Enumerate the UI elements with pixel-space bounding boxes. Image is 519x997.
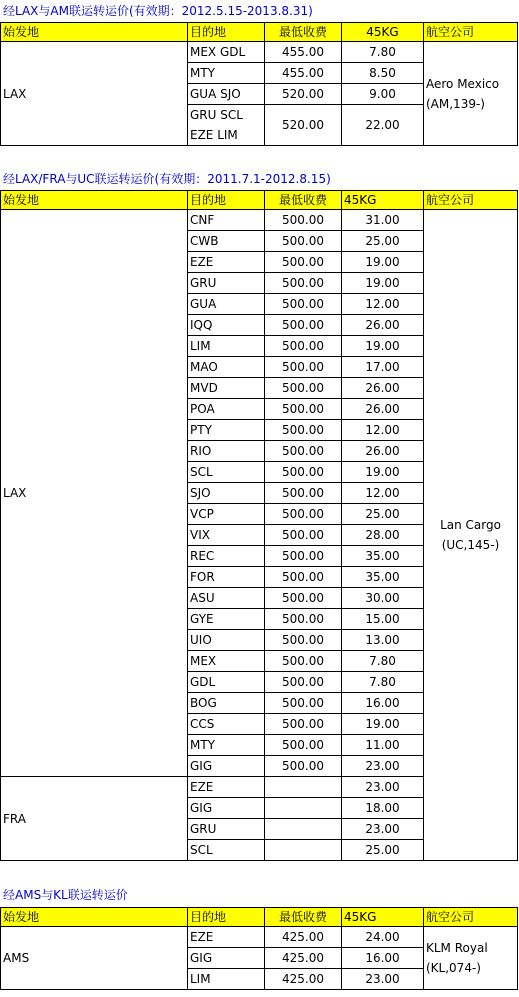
- min-charge-cell: 500.00: [265, 210, 342, 231]
- min-charge-cell: 500.00: [265, 735, 342, 756]
- rate-cell: 18.00: [342, 798, 424, 819]
- min-charge-cell: 500.00: [265, 231, 342, 252]
- dest-cell: GRU: [188, 819, 265, 840]
- rate-cell: 19.00: [342, 462, 424, 483]
- dest-cell: LIM: [188, 969, 265, 990]
- dest-cell: LIM: [188, 336, 265, 357]
- dest-cell: GUA: [188, 294, 265, 315]
- dest-cell: REC: [188, 546, 265, 567]
- rate-cell: 19.00: [342, 336, 424, 357]
- dest-cell: CNF: [188, 210, 265, 231]
- dest-cell: PTY: [188, 420, 265, 441]
- header-45kg: 45KG: [342, 23, 424, 42]
- rate-cell: 35.00: [342, 546, 424, 567]
- dest-cell: RIO: [188, 441, 265, 462]
- min-charge-cell: 500.00: [265, 378, 342, 399]
- rate-cell: 12.00: [342, 483, 424, 504]
- min-charge-cell: 500.00: [265, 693, 342, 714]
- header-destination: 目的地: [188, 23, 265, 42]
- origin-cell: LAX: [1, 42, 188, 146]
- dest-cell: ASU: [188, 588, 265, 609]
- rate-cell: 11.00: [342, 735, 424, 756]
- dest-cell: GRU: [188, 273, 265, 294]
- rate-cell: 26.00: [342, 315, 424, 336]
- header-airline: 航空公司: [424, 191, 518, 210]
- airline-cell: [424, 927, 518, 990]
- airline-code: (UC,145-): [441, 538, 500, 552]
- min-charge-cell: 500.00: [265, 567, 342, 588]
- dest-cell: MEX: [188, 651, 265, 672]
- dest-cell: GYE: [188, 609, 265, 630]
- dest-cell: GIG: [188, 948, 265, 969]
- dest-cell: GIG: [188, 798, 265, 819]
- dest-cell: VIX: [188, 525, 265, 546]
- header-min-charge: 最低收费: [265, 191, 342, 210]
- rate-cell: 19.00: [342, 714, 424, 735]
- min-charge-cell: [265, 798, 342, 819]
- airline-name: KLM Royal: [426, 941, 488, 955]
- dest-cell: MTY: [188, 735, 265, 756]
- min-charge-cell: 500.00: [265, 651, 342, 672]
- rate-cell: 31.00: [342, 210, 424, 231]
- rate-cell: 23.00: [342, 756, 424, 777]
- min-charge-cell: 455.00: [265, 42, 342, 63]
- min-charge-cell: [265, 819, 342, 840]
- dest-cell: GDL: [188, 672, 265, 693]
- header-airline: 航空公司: [424, 908, 518, 927]
- min-charge-cell: 500.00: [265, 588, 342, 609]
- table-row: [1, 927, 518, 948]
- rate-cell: 7.80: [342, 651, 424, 672]
- table-row: [1, 210, 518, 231]
- min-charge-cell: 500.00: [265, 609, 342, 630]
- min-charge-cell: 500.00: [265, 756, 342, 777]
- header-destination: 目的地: [188, 191, 265, 210]
- dest-cell: MTY: [188, 63, 265, 84]
- rate-cell: 7.80: [342, 672, 424, 693]
- min-charge-cell: [265, 840, 342, 861]
- dest-cell: [188, 105, 265, 146]
- section3-rate-table: [0, 907, 518, 990]
- min-charge-cell: 500.00: [265, 441, 342, 462]
- dest-cell: SJO: [188, 483, 265, 504]
- rate-cell: 19.00: [342, 252, 424, 273]
- dest-cell: UIO: [188, 630, 265, 651]
- rate-cell: 26.00: [342, 441, 424, 462]
- section1-rate-table: [0, 22, 518, 146]
- dest-cell: CWB: [188, 231, 265, 252]
- min-charge-cell: 500.00: [265, 357, 342, 378]
- min-charge-cell: 500.00: [265, 504, 342, 525]
- header-45kg: 45KG: [342, 191, 424, 210]
- airline-cell: [424, 210, 518, 861]
- header-min-charge: 最低收费: [265, 908, 342, 927]
- rate-cell: 12.00: [342, 294, 424, 315]
- rate-cell: 35.00: [342, 567, 424, 588]
- section1-title: 经LAX与AM联运转运价(有效期：2012.5.15-2013.8.31): [3, 4, 313, 18]
- min-charge-cell: 500.00: [265, 672, 342, 693]
- header-destination: 目的地: [188, 908, 265, 927]
- rate-cell: 19.00: [342, 273, 424, 294]
- dest-line: EZE LIM: [190, 128, 238, 142]
- airline-name: Aero Mexico: [426, 76, 500, 91]
- min-charge-cell: 455.00: [265, 63, 342, 84]
- rate-cell: 26.00: [342, 378, 424, 399]
- header-origin: 始发地: [1, 191, 188, 210]
- rate-cell: 28.00: [342, 525, 424, 546]
- min-charge-cell: 425.00: [265, 948, 342, 969]
- rate-cell: 25.00: [342, 504, 424, 525]
- dest-cell: GIG: [188, 756, 265, 777]
- min-charge-cell: 500.00: [265, 420, 342, 441]
- rate-cell: 25.00: [342, 231, 424, 252]
- airline-code: (KL,074-): [426, 961, 481, 975]
- min-charge-cell: 500.00: [265, 336, 342, 357]
- rate-cell: 24.00: [342, 927, 424, 948]
- min-charge-cell: 500.00: [265, 252, 342, 273]
- rate-cell: 23.00: [342, 777, 424, 798]
- rate-cell: 8.50: [342, 63, 424, 84]
- min-charge-cell: 500.00: [265, 399, 342, 420]
- min-charge-cell: 500.00: [265, 294, 342, 315]
- airline-name: Lan Cargo: [440, 518, 501, 532]
- min-charge-cell: 520.00: [265, 84, 342, 105]
- dest-cell: POA: [188, 399, 265, 420]
- table-header-row: [1, 23, 518, 42]
- dest-cell: CCS: [188, 714, 265, 735]
- dest-line: GRU SCL: [190, 108, 243, 122]
- min-charge-cell: 500.00: [265, 273, 342, 294]
- table-row: [1, 42, 518, 63]
- dest-cell: EZE: [188, 252, 265, 273]
- section3-title: 经AMS与KL联运转运价: [3, 888, 128, 902]
- rate-cell: 12.00: [342, 420, 424, 441]
- dest-cell: MAO: [188, 357, 265, 378]
- header-45kg: 45KG: [342, 908, 424, 927]
- min-charge-cell: 425.00: [265, 969, 342, 990]
- header-origin: 始发地: [1, 908, 188, 927]
- dest-cell: GUA SJO: [188, 84, 265, 105]
- dest-cell: BOG: [188, 693, 265, 714]
- origin-cell: FRA: [1, 777, 188, 861]
- section2-title: 经LAX/FRA与UC联运转运价(有效期：2011.7.1-2012.8.15): [3, 172, 331, 186]
- table-header-row: [1, 908, 518, 927]
- min-charge-cell: 500.00: [265, 483, 342, 504]
- min-charge-cell: 425.00: [265, 927, 342, 948]
- min-charge-cell: 500.00: [265, 714, 342, 735]
- rate-cell: 16.00: [342, 693, 424, 714]
- rate-cell: 23.00: [342, 819, 424, 840]
- table-header-row: [1, 191, 518, 210]
- header-min-charge: 最低收费: [265, 23, 342, 42]
- min-charge-cell: 520.00: [265, 105, 342, 146]
- rate-cell: 25.00: [342, 840, 424, 861]
- rate-cell: 9.00: [342, 84, 424, 105]
- min-charge-cell: 500.00: [265, 546, 342, 567]
- dest-cell: IQQ: [188, 315, 265, 336]
- header-origin: 始发地: [1, 23, 188, 42]
- rate-cell: 30.00: [342, 588, 424, 609]
- dest-cell: EZE: [188, 927, 265, 948]
- dest-cell: EZE: [188, 777, 265, 798]
- rate-cell: 13.00: [342, 630, 424, 651]
- min-charge-cell: 500.00: [265, 315, 342, 336]
- airline-code: (AM,139-): [426, 96, 485, 111]
- dest-cell: SCL: [188, 840, 265, 861]
- min-charge-cell: 500.00: [265, 525, 342, 546]
- min-charge-cell: 500.00: [265, 630, 342, 651]
- rate-cell: 7.80: [342, 42, 424, 63]
- min-charge-cell: 500.00: [265, 462, 342, 483]
- header-airline: 航空公司: [424, 23, 518, 42]
- dest-cell: MEX GDL: [188, 42, 265, 63]
- rate-cell: 26.00: [342, 399, 424, 420]
- dest-cell: MVD: [188, 378, 265, 399]
- dest-cell: VCP: [188, 504, 265, 525]
- rate-cell: 23.00: [342, 969, 424, 990]
- origin-cell: LAX: [1, 210, 188, 777]
- rate-cell: 17.00: [342, 357, 424, 378]
- rate-cell: 16.00: [342, 948, 424, 969]
- dest-cell: SCL: [188, 462, 265, 483]
- section2-rate-table: [0, 190, 518, 861]
- rate-cell: 15.00: [342, 609, 424, 630]
- origin-cell: AMS: [1, 927, 188, 990]
- min-charge-cell: [265, 777, 342, 798]
- dest-cell: FOR: [188, 567, 265, 588]
- airline-cell: [424, 42, 518, 146]
- rate-cell: 22.00: [342, 105, 424, 146]
